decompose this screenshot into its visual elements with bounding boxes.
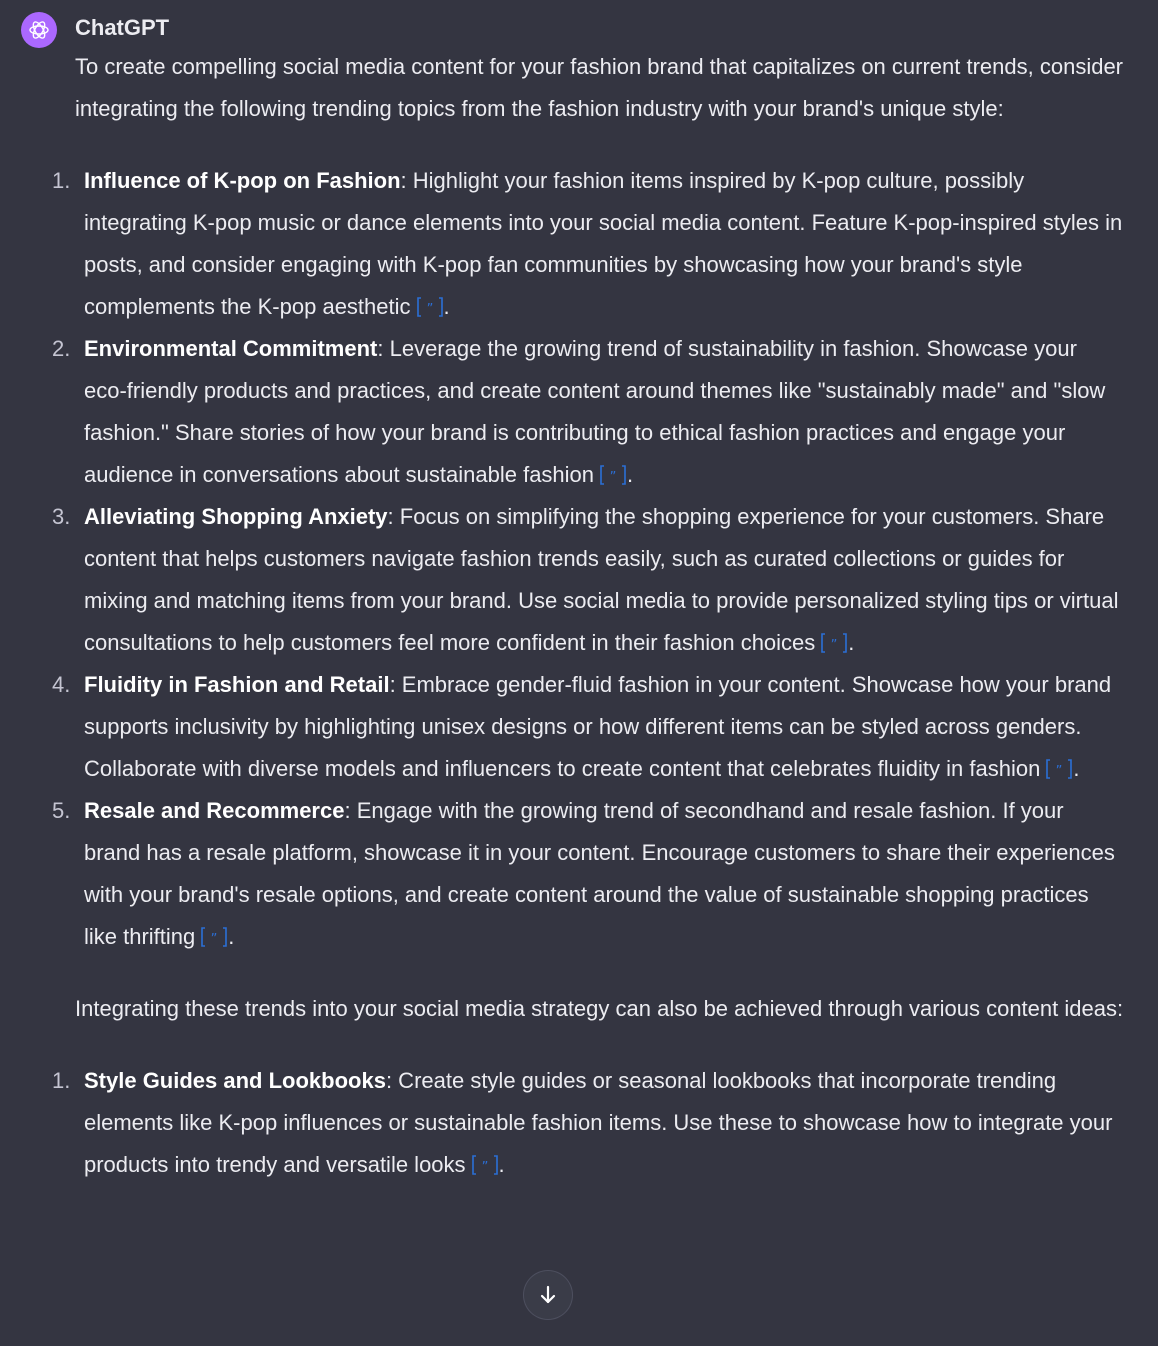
intro-paragraph: To create compelling social media content for your fashion brand that capitalizes on current trends, consider integrating the following trending topics from the fashion industry with your brand's unique style: xyxy=(75,54,1124,121)
openai-logo-icon xyxy=(21,12,57,48)
list-item xyxy=(52,664,1125,790)
list-number: 1. xyxy=(52,168,71,193)
quote-citation-icon[interactable] xyxy=(820,626,848,653)
list-item-text: : Create style guides or seasonal lookbooks that incorporate trending elements like K-pop influences or sustainable fashion items. Use these to showcase how to integrate your products into trendy and versatile looks xyxy=(84,1068,1113,1177)
period: . xyxy=(848,630,855,655)
list-item-text: : Focus on simplifying the shopping experience for your customers. Share content that helps customers navigate fashion trends easily, such as curated collections or guides for mixing and matching items from your brand. Use social media to provide personalized styling tips or virtual consultations to help customers feel more confident in their fashion choices xyxy=(84,504,1119,655)
scroll-to-bottom-button[interactable] xyxy=(523,1270,573,1320)
period: . xyxy=(1073,756,1080,781)
list-item xyxy=(52,328,1125,496)
list-item xyxy=(52,496,1125,664)
list-item-text: : Leverage the growing trend of sustainability in fashion. Showcase your eco-friendly products and practices, and create content around themes like "sustainably made" and "slow fashion." Share stories of how your brand is contributing to ethical fashion practices and engage your audience in conversations about sustainable fashion xyxy=(84,336,1106,487)
list-item-text: : Engage with the growing trend of secondhand and resale fashion. If your brand has a resale platform, showcase it in your content. Encourage customers to share their experiences with your brand's resale options, and create content around the value of sustainable shopping practices like thrifting xyxy=(84,798,1115,949)
quote-citation-icon[interactable] xyxy=(599,458,627,485)
list-item-text: : Highlight your fashion items inspired by K-pop culture, possibly integrating K-pop music or dance elements into your social media content. Feature K-pop-inspired styles in posts, and consider engaging with K-pop fan communities by showcasing how your brand's style complements the K-pop aesthetic xyxy=(84,168,1123,319)
list-item-title: Influence of K-pop on Fashion xyxy=(84,168,401,193)
list-number: 4. xyxy=(52,672,71,697)
quote-citation-icon[interactable] xyxy=(471,1148,499,1175)
quote-citation-icon[interactable] xyxy=(200,920,228,947)
list-item xyxy=(52,1060,1125,1186)
list-item-title: Resale and Recommerce xyxy=(84,798,345,823)
period: . xyxy=(627,462,634,487)
ideas-list xyxy=(52,1060,1125,1186)
svg-text:”: ” xyxy=(609,470,617,485)
period: . xyxy=(443,294,450,319)
list-item xyxy=(52,160,1125,328)
period: . xyxy=(498,1152,505,1177)
list-number: 2. xyxy=(52,336,71,361)
message-content xyxy=(52,46,1125,1186)
list-item-title: Environmental Commitment xyxy=(84,336,378,361)
list-item xyxy=(52,790,1125,958)
list-number: 3. xyxy=(52,504,71,529)
list-number: 1. xyxy=(52,1068,71,1093)
list-item-title: Fluidity in Fashion and Retail xyxy=(84,672,390,697)
svg-text:”: ” xyxy=(210,932,218,947)
quote-citation-icon[interactable] xyxy=(416,290,444,317)
svg-text:”: ” xyxy=(1055,764,1063,779)
list-item-text: : Embrace gender-fluid fashion in your content. Showcase how your brand supports inclusivity by highlighting unisex designs or how different items can be styled across genders. Collaborate with diverse models and influencers to create content that celebrates fluidity in fashion xyxy=(84,672,1112,781)
trends-list xyxy=(52,160,1125,958)
svg-text:”: ” xyxy=(830,638,838,653)
list-item-title: Alleviating Shopping Anxiety xyxy=(84,504,388,529)
list-number: 5. xyxy=(52,798,71,823)
arrow-down-icon xyxy=(537,1284,559,1306)
period: . xyxy=(228,924,235,949)
list-item-title: Style Guides and Lookbooks xyxy=(84,1068,386,1093)
svg-text:”: ” xyxy=(481,1160,488,1175)
svg-text:”: ” xyxy=(426,302,433,317)
author-name: ChatGPT xyxy=(75,15,170,40)
quote-citation-icon[interactable] xyxy=(1045,752,1073,779)
middle-paragraph: Integrating these trends into your social media strategy can also be achieved through various content ideas: xyxy=(75,996,1124,1021)
